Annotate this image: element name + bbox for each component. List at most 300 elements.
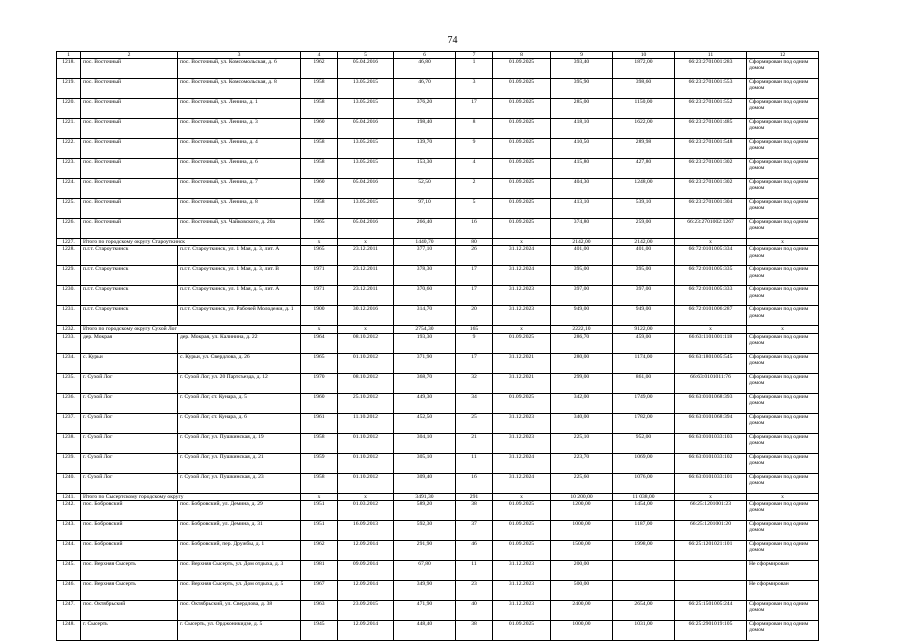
land-status-cell: Сформирован под одним домом: [747, 59, 819, 79]
row-number: 1227.: [57, 239, 81, 246]
table-row: [57, 266, 819, 286]
row-number: 1220.: [57, 99, 81, 119]
value-col9-cell: 299,00: [551, 373, 613, 393]
table-row: [57, 500, 819, 520]
date-cell: x: [338, 326, 394, 333]
cadastral-number-cell: 66:63:1801005:545: [675, 353, 747, 373]
value-col9-cell: 2222,10: [551, 326, 613, 333]
total-row: [57, 493, 819, 500]
area-cell: 139,70: [394, 139, 456, 159]
value-col10-cell: 1248,00: [613, 179, 675, 199]
cadastral-number-cell: 66:72:0101006:287: [675, 306, 747, 326]
area-cell: 314,70: [394, 306, 456, 326]
address-cell: пос. Восточный, ул. Ленина, д. 4: [178, 139, 301, 159]
settlement-cell: пос. Бобровский: [81, 500, 178, 520]
area-cell: 46,70: [394, 79, 456, 99]
land-status-cell: Сформирован под одним домом: [747, 119, 819, 139]
settlement-cell: пос. Восточный: [81, 79, 178, 99]
date-cell: 23.09.2015: [338, 600, 394, 620]
table-row: [57, 560, 819, 580]
value-col9-cell: 418,10: [551, 119, 613, 139]
table-row: [57, 473, 819, 493]
column-number: 10: [613, 52, 675, 59]
row-number: 1234.: [57, 353, 81, 373]
table-row: [57, 306, 819, 326]
cadastral-number-cell: 66:63:0101011:76: [675, 373, 747, 393]
land-status-cell: x: [747, 493, 819, 500]
deadline-cell: 01.09.2025: [493, 119, 551, 139]
deadline-cell: 31.12.2021: [493, 373, 551, 393]
deadline-cell: 01.09.2025: [493, 199, 551, 219]
cadastral-number-cell: 66:23:2701001:552: [675, 99, 747, 119]
deadline-cell: 31.12.2023: [493, 433, 551, 453]
deadline-cell: 31.12.2023: [493, 413, 551, 433]
total-row: [57, 326, 819, 333]
table-row: [57, 353, 819, 373]
cadastral-number-cell: x: [675, 326, 747, 333]
build-year-cell: x: [301, 493, 338, 500]
table-row: [57, 333, 819, 353]
land-status-cell: Сформирован под одним домом: [747, 620, 819, 640]
total-row: [57, 239, 819, 246]
residents-cell: 3: [456, 79, 493, 99]
land-status-cell: Сформирован под одним домом: [747, 393, 819, 413]
value-col9-cell: 2400,00: [551, 600, 613, 620]
address-cell: г. Сухой Лог, ул. Пушкинская, д. 23: [178, 473, 301, 493]
column-number-row: [57, 52, 819, 59]
residents-cell: 32: [456, 373, 493, 393]
land-status-cell: x: [747, 239, 819, 246]
area-cell: 153,30: [394, 159, 456, 179]
column-number: 8: [493, 52, 551, 59]
table-row: [57, 139, 819, 159]
build-year-cell: 1958: [301, 473, 338, 493]
area-cell: 304,10: [394, 433, 456, 453]
row-number: 1244.: [57, 540, 81, 560]
row-number: 1239.: [57, 453, 81, 473]
deadline-cell: x: [493, 493, 551, 500]
area-cell: 368,70: [394, 373, 456, 393]
value-col9-cell: 395,90: [551, 79, 613, 99]
settlement-cell: пос. Верхняя Сысерть: [81, 580, 178, 600]
table-body: [57, 52, 819, 641]
row-number: 1243.: [57, 520, 81, 540]
address-cell: пос. Восточный, ул. Ленина, д. 6: [178, 159, 301, 179]
land-status-cell: Сформирован под одним домом: [747, 473, 819, 493]
deadline-cell: 01.09.2025: [493, 540, 551, 560]
area-cell: 291,90: [394, 540, 456, 560]
build-year-cell: x: [301, 239, 338, 246]
cadastral-number-cell: 66:25:1501005:244: [675, 600, 747, 620]
row-number: 1232.: [57, 326, 81, 333]
address-cell: дер. Мокрая, ул. Калинина, д. 22: [178, 333, 301, 353]
table-row: [57, 99, 819, 119]
value-col9-cell: 225,60: [551, 473, 613, 493]
area-cell: 448,40: [394, 620, 456, 640]
cadastral-number-cell: 66:23:2701001:304: [675, 199, 747, 219]
value-col9-cell: 2142,00: [551, 239, 613, 246]
residents-cell: 4: [456, 159, 493, 179]
address-cell: п.г.т. Староуткинск, ул. Рабочей Молодежи, д. 1: [178, 306, 301, 326]
area-cell: 198,40: [394, 119, 456, 139]
page-number: 74: [447, 35, 458, 46]
deadline-cell: 31.12.2024: [493, 473, 551, 493]
value-col9-cell: 949,00: [551, 306, 613, 326]
area-cell: 377,10: [394, 246, 456, 266]
residents-cell: 40: [456, 600, 493, 620]
address-cell: п.г.т. Староуткинск, ул. 1 Мая, д. 3, лит. А: [178, 246, 301, 266]
value-col10-cell: 952,00: [613, 433, 675, 453]
deadline-cell: 01.09.2025: [493, 500, 551, 520]
settlement-cell: пос. Восточный: [81, 179, 178, 199]
row-number: 1233.: [57, 333, 81, 353]
residents-cell: 11: [456, 453, 493, 473]
residents-cell: 1: [456, 59, 493, 79]
land-status-cell: Сформирован под одним домом: [747, 306, 819, 326]
build-year-cell: 1951: [301, 520, 338, 540]
date-cell: 23.12.2011: [338, 266, 394, 286]
table-row: [57, 453, 819, 473]
table-row: [57, 520, 819, 540]
settlement-cell: г. Сысерть: [81, 620, 178, 640]
date-cell: 01.10.2012: [338, 453, 394, 473]
land-status-cell: Сформирован под одним домом: [747, 353, 819, 373]
date-cell: 05.04.2016: [338, 219, 394, 239]
date-cell: 25.10.2012: [338, 393, 394, 413]
settlement-cell: пос. Восточный: [81, 99, 178, 119]
settlement-cell: пос. Бобровский: [81, 520, 178, 540]
table-row: [57, 179, 819, 199]
date-cell: x: [338, 239, 394, 246]
date-cell: 13.05.2015: [338, 99, 394, 119]
area-cell: 97,10: [394, 199, 456, 219]
address-cell: п.г.т. Староуткинск, ул. 1 Мая, д. 3, лит. В: [178, 266, 301, 286]
build-year-cell: 1964: [301, 333, 338, 353]
cadastral-number-cell: 66:23:2701002:1267: [675, 219, 747, 239]
cadastral-number-cell: 66:72:0101005:334: [675, 246, 747, 266]
table-row: [57, 433, 819, 453]
land-status-cell: Сформирован под одним домом: [747, 433, 819, 453]
value-col10-cell: 427,80: [613, 159, 675, 179]
column-number: 7: [456, 52, 493, 59]
housing-register-table: [56, 51, 819, 641]
table-row: [57, 199, 819, 219]
table-row: [57, 600, 819, 620]
land-status-cell: Сформирован под одним домом: [747, 199, 819, 219]
build-year-cell: 1900: [301, 306, 338, 326]
settlement-cell: пос. Верхняя Сысерть: [81, 560, 178, 580]
settlement-cell: дер. Мокрая: [81, 333, 178, 353]
date-cell: 13.05.2015: [338, 199, 394, 219]
column-number: 4: [301, 52, 338, 59]
column-number: 1: [57, 52, 81, 59]
deadline-cell: 31.12.2024: [493, 266, 551, 286]
address-cell: пос. Восточный, ул. Чайковского, д. 20а: [178, 219, 301, 239]
address-cell: г. Сысерть, ул. Орджоникидзе, д. 5: [178, 620, 301, 640]
date-cell: 08.10.2012: [338, 373, 394, 393]
residents-cell: 34: [456, 393, 493, 413]
value-col9-cell: 500,00: [551, 580, 613, 600]
value-col9-cell: 415,80: [551, 159, 613, 179]
area-cell: 193,30: [394, 333, 456, 353]
table-row: [57, 580, 819, 600]
area-cell: 1440,70: [394, 239, 456, 246]
deadline-cell: 31.12.2023: [493, 286, 551, 306]
row-number: 1228.: [57, 246, 81, 266]
value-col9-cell: 410,50: [551, 139, 613, 159]
deadline-cell: 31.12.2021: [493, 353, 551, 373]
settlement-cell: г. Сухой Лог: [81, 433, 178, 453]
value-col10-cell: 1069,00: [613, 453, 675, 473]
area-cell: 370,60: [394, 286, 456, 306]
land-status-cell: Сформирован под одним домом: [747, 453, 819, 473]
settlement-cell: г. Сухой Лог: [81, 473, 178, 493]
value-col9-cell: 393,40: [551, 59, 613, 79]
row-number: 1231.: [57, 306, 81, 326]
settlement-cell: пос. Восточный: [81, 59, 178, 79]
value-col10-cell: 1187,00: [613, 520, 675, 540]
build-year-cell: 1961: [301, 413, 338, 433]
build-year-cell: 1965: [301, 246, 338, 266]
residents-cell: 17: [456, 99, 493, 119]
column-number: 9: [551, 52, 613, 59]
date-cell: 23.12.2011: [338, 286, 394, 306]
build-year-cell: 1958: [301, 139, 338, 159]
cadastral-number-cell: 66:63:0101068:394: [675, 413, 747, 433]
land-status-cell: Не сформирован: [747, 560, 819, 580]
residents-cell: 5: [456, 199, 493, 219]
residents-cell: 20: [456, 306, 493, 326]
address-cell: пос. Бобровский, ул. Демина, д. 31: [178, 520, 301, 540]
value-col10-cell: 1622,00: [613, 119, 675, 139]
residents-cell: 17: [456, 286, 493, 306]
deadline-cell: 01.09.2025: [493, 139, 551, 159]
table-row: [57, 373, 819, 393]
build-year-cell: 1962: [301, 59, 338, 79]
area-cell: 449,30: [394, 393, 456, 413]
build-year-cell: 1965: [301, 219, 338, 239]
row-number: 1224.: [57, 179, 81, 199]
land-status-cell: Сформирован под одним домом: [747, 373, 819, 393]
value-col10-cell: 1076,00: [613, 473, 675, 493]
cadastral-number-cell: x: [675, 493, 747, 500]
land-status-cell: Сформирован под одним домом: [747, 179, 819, 199]
row-number: 1225.: [57, 199, 81, 219]
row-number: 1218.: [57, 59, 81, 79]
deadline-cell: 01.09.2025: [493, 620, 551, 640]
value-col10-cell: 11 038,00: [613, 493, 675, 500]
land-status-cell: Сформирован под одним домом: [747, 99, 819, 119]
area-cell: 305,10: [394, 453, 456, 473]
value-col10-cell: 949,00: [613, 306, 675, 326]
value-col10-cell: 459,00: [613, 333, 675, 353]
column-number: 6: [394, 52, 456, 59]
build-year-cell: 1945: [301, 620, 338, 640]
row-number: 1247.: [57, 600, 81, 620]
address-cell: пос. Бобровский, пер. Дружбы, д. 1: [178, 540, 301, 560]
build-year-cell: 1965: [301, 353, 338, 373]
deadline-cell: 31.12.2024: [493, 453, 551, 473]
date-cell: 01.10.2012: [338, 433, 394, 453]
build-year-cell: 1958: [301, 159, 338, 179]
deadline-cell: 01.09.2025: [493, 159, 551, 179]
land-status-cell: Сформирован под одним домом: [747, 159, 819, 179]
row-number: 1219.: [57, 79, 81, 99]
cadastral-number-cell: [675, 560, 747, 580]
cadastral-number-cell: 66:25:1201001:23: [675, 500, 747, 520]
address-cell: пос. Восточный, ул. Ленина, д. 3: [178, 119, 301, 139]
settlement-cell: п.г.т. Староуткинск: [81, 246, 178, 266]
column-number: 3: [178, 52, 301, 59]
deadline-cell: 31.12.2023: [493, 306, 551, 326]
table-row: [57, 159, 819, 179]
value-col9-cell: 404,30: [551, 179, 613, 199]
residents-cell: 38: [456, 500, 493, 520]
build-year-cell: 1962: [301, 540, 338, 560]
residents-cell: 8: [456, 119, 493, 139]
total-label: Итого по городскому округу Староуткинск: [81, 239, 301, 246]
row-number: 1240.: [57, 473, 81, 493]
residents-cell: 23: [456, 580, 493, 600]
date-cell: 12.09.2014: [338, 540, 394, 560]
value-col10-cell: 1872,00: [613, 59, 675, 79]
value-col9-cell: 10 200,00: [551, 493, 613, 500]
residents-cell: 80: [456, 239, 493, 246]
value-col9-cell: 374,80: [551, 219, 613, 239]
address-cell: пос. Верхняя Сысерть, ул. Дом отдыха, д. 3: [178, 560, 301, 580]
table-row: [57, 219, 819, 239]
value-col10-cell: 289,98: [613, 139, 675, 159]
address-cell: г. Сухой Лог, ул. Пушкинская, д. 21: [178, 453, 301, 473]
deadline-cell: 01.09.2025: [493, 219, 551, 239]
value-col10-cell: 398,60: [613, 79, 675, 99]
build-year-cell: x: [301, 326, 338, 333]
row-number: 1237.: [57, 413, 81, 433]
build-year-cell: 1981: [301, 560, 338, 580]
deadline-cell: 31.12.2023: [493, 580, 551, 600]
table-row: [57, 540, 819, 560]
column-number: 5: [338, 52, 394, 59]
table-row: [57, 79, 819, 99]
area-cell: 2754,30: [394, 326, 456, 333]
cadastral-number-cell: 66:63:1101001:118: [675, 333, 747, 353]
value-col9-cell: 340,00: [551, 413, 613, 433]
cadastral-number-cell: 66:25:2901019:105: [675, 620, 747, 640]
value-col10-cell: 397,00: [613, 286, 675, 306]
value-col9-cell: 280,00: [551, 353, 613, 373]
land-status-cell: Сформирован под одним домом: [747, 333, 819, 353]
settlement-cell: г. Сухой Лог: [81, 453, 178, 473]
cadastral-number-cell: 66:23:2701001:302: [675, 179, 747, 199]
residents-cell: 38: [456, 620, 493, 640]
value-col10-cell: [613, 560, 675, 580]
area-cell: 589,20: [394, 500, 456, 520]
land-status-cell: x: [747, 326, 819, 333]
cadastral-number-cell: 66:23:2701001:548: [675, 139, 747, 159]
land-status-cell: Сформирован под одним домом: [747, 286, 819, 306]
residents-cell: 9: [456, 333, 493, 353]
total-label: Итого по Сысертскому городскому округу: [81, 493, 301, 500]
date-cell: 13.05.2015: [338, 79, 394, 99]
build-year-cell: 1960: [301, 179, 338, 199]
deadline-cell: 01.09.2025: [493, 393, 551, 413]
date-cell: 12.09.2014: [338, 580, 394, 600]
date-cell: 05.04.2016: [338, 179, 394, 199]
column-number: 11: [675, 52, 747, 59]
cadastral-number-cell: 66:63:0101033:101: [675, 473, 747, 493]
area-cell: 471,90: [394, 600, 456, 620]
row-number: 1242.: [57, 500, 81, 520]
row-number: 1241.: [57, 493, 81, 500]
date-cell: 16.09.2013: [338, 520, 394, 540]
land-status-cell: Не сформирован: [747, 580, 819, 600]
row-number: 1246.: [57, 580, 81, 600]
value-col9-cell: 286,70: [551, 333, 613, 353]
build-year-cell: 1960: [301, 393, 338, 413]
land-status-cell: Сформирован под одним домом: [747, 500, 819, 520]
address-cell: п.г.т. Староуткинск, ул. 1 Мая, д. 5, лит. А: [178, 286, 301, 306]
address-cell: пос. Восточный, ул. Комсомольская, д. 6: [178, 59, 301, 79]
build-year-cell: 1967: [301, 580, 338, 600]
value-col10-cell: 9122,00: [613, 326, 675, 333]
deadline-cell: 01.09.2025: [493, 79, 551, 99]
area-cell: 52,50: [394, 179, 456, 199]
address-cell: пос. Верхняя Сысерть, ул. Дом отдыха, д. 5: [178, 580, 301, 600]
deadline-cell: 31.12.2023: [493, 600, 551, 620]
cadastral-number-cell: 66:72:0101005:333: [675, 286, 747, 306]
area-cell: 452,50: [394, 413, 456, 433]
residents-cell: 21: [456, 433, 493, 453]
deadline-cell: 01.09.2025: [493, 333, 551, 353]
deadline-cell: 31.12.2023: [493, 560, 551, 580]
build-year-cell: 1951: [301, 500, 338, 520]
value-col9-cell: 285,00: [551, 99, 613, 119]
value-col9-cell: 342,00: [551, 393, 613, 413]
deadline-cell: x: [493, 326, 551, 333]
land-status-cell: Сформирован под одним домом: [747, 520, 819, 540]
build-year-cell: 1963: [301, 600, 338, 620]
land-status-cell: Сформирован под одним домом: [747, 266, 819, 286]
address-cell: пос. Восточный, ул. Комсомольская, д. 8: [178, 79, 301, 99]
row-number: 1248.: [57, 620, 81, 640]
build-year-cell: 1971: [301, 266, 338, 286]
date-cell: 09.09.2014: [338, 560, 394, 580]
table-row: [57, 286, 819, 306]
address-cell: пос. Восточный, ул. Ленина, д. 7: [178, 179, 301, 199]
cadastral-number-cell: x: [675, 239, 747, 246]
address-cell: г. Сухой Лог, ул. 20 Партсъезда, д. 12: [178, 373, 301, 393]
date-cell: 13.05.2015: [338, 159, 394, 179]
settlement-cell: пос. Октябрьский: [81, 600, 178, 620]
settlement-cell: пос. Восточный: [81, 119, 178, 139]
address-cell: пос. Восточный, ул. Ленина, д. 8: [178, 199, 301, 219]
build-year-cell: 1960: [301, 119, 338, 139]
land-status-cell: Сформирован под одним домом: [747, 540, 819, 560]
deadline-cell: 01.09.2025: [493, 59, 551, 79]
cadastral-number-cell: 66:72:0101005:335: [675, 266, 747, 286]
residents-cell: 165: [456, 326, 493, 333]
area-cell: 378,30: [394, 266, 456, 286]
residents-cell: 17: [456, 353, 493, 373]
area-cell: 67,80: [394, 560, 456, 580]
residents-cell: 37: [456, 520, 493, 540]
land-status-cell: Сформирован под одним домом: [747, 219, 819, 239]
date-cell: 13.05.2015: [338, 139, 394, 159]
column-number: 12: [747, 52, 819, 59]
settlement-cell: г. Сухой Лог: [81, 413, 178, 433]
area-cell: 376,20: [394, 99, 456, 119]
table-row: [57, 393, 819, 413]
